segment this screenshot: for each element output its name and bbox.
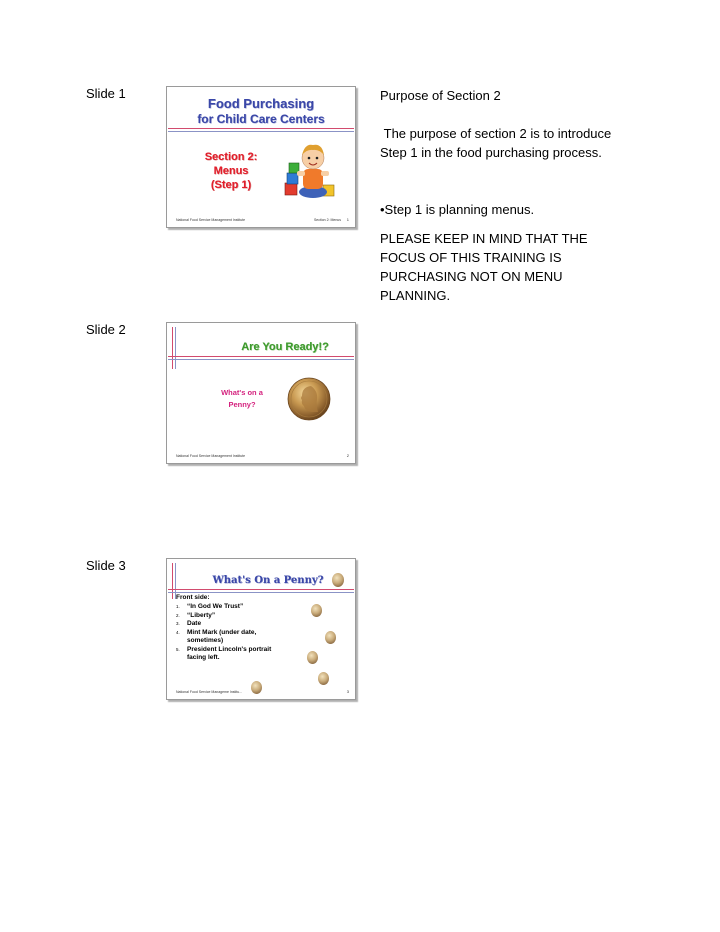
small-penny-icon <box>332 573 344 587</box>
slide-2-title: Are You Ready!? <box>241 341 329 353</box>
boy-with-blocks-clipart-icon <box>283 139 339 201</box>
slide-2-thumbnail[interactable] <box>166 322 356 464</box>
slide-3-footer: National Food Service Manageme Institu... <box>176 690 243 694</box>
small-penny-icon <box>251 681 262 694</box>
list-item: 4. Mint Mark (under date, sometimes) <box>176 628 257 644</box>
list-item: 1. “In God We Trust” <box>176 603 244 610</box>
slide-3-label: Slide 3 <box>86 558 126 573</box>
slide-1-label: Slide 1 <box>86 86 126 101</box>
list-item: 3. Date <box>176 620 202 627</box>
small-penny-icon <box>325 631 336 644</box>
slide-3-subtitle: Front side: <box>176 594 210 601</box>
small-penny-icon <box>318 672 329 685</box>
small-penny-icon <box>311 604 322 617</box>
slide-3-page-number: 3 <box>346 689 349 694</box>
slide-2-question-line-2: Penny? <box>228 400 256 409</box>
list-item: 5. President Lincoln's portrait facing left. <box>176 645 272 661</box>
slide-1-section-line-3: (Step 1) <box>210 179 252 191</box>
slide-2-label: Slide 2 <box>86 322 126 337</box>
notes-heading: Purpose of Section 2 <box>380 88 501 103</box>
slide-1-section-line-2: Menus <box>213 165 249 177</box>
penny-coin-icon <box>287 377 331 421</box>
slide-1-page-number: 1 <box>346 217 349 222</box>
slide-1-footer: National Food Service Management Institute <box>176 218 246 222</box>
slide-3-title: What's On a Penny? <box>212 575 324 586</box>
slide-1-thumbnail[interactable] <box>166 86 356 228</box>
notes-paragraph-1: The purpose of section 2 is to introduce Step 1 in the food purchasing process. <box>380 126 615 160</box>
slide-2-question-line-1: What's on a <box>221 388 263 397</box>
slide-1-section-line-1: Section 2: <box>204 151 258 163</box>
slide-3-list <box>176 603 276 663</box>
notes-paragraph-2: PLEASE KEEP IN MIND THAT THE FOCUS OF THIS TRAINING IS PURCHASING NOT ON MENU PLANNING. <box>380 231 588 303</box>
slide-2-footer: National Food Service Management Institute <box>176 454 246 458</box>
slide-1-title-line-2: for Child Care Centers <box>197 112 325 126</box>
slide-1-title-line-1: Food Purchasing <box>207 96 315 111</box>
small-penny-icon <box>307 651 318 664</box>
list-item: 2. “Liberty” <box>176 611 216 619</box>
slide-3-thumbnail[interactable] <box>166 558 356 700</box>
slide-2-page-number: 2 <box>346 453 349 458</box>
slide-1-footer-section: Section 2: Menus <box>313 218 341 222</box>
notes-bullet: •Step 1 is planning menus. <box>380 202 535 217</box>
